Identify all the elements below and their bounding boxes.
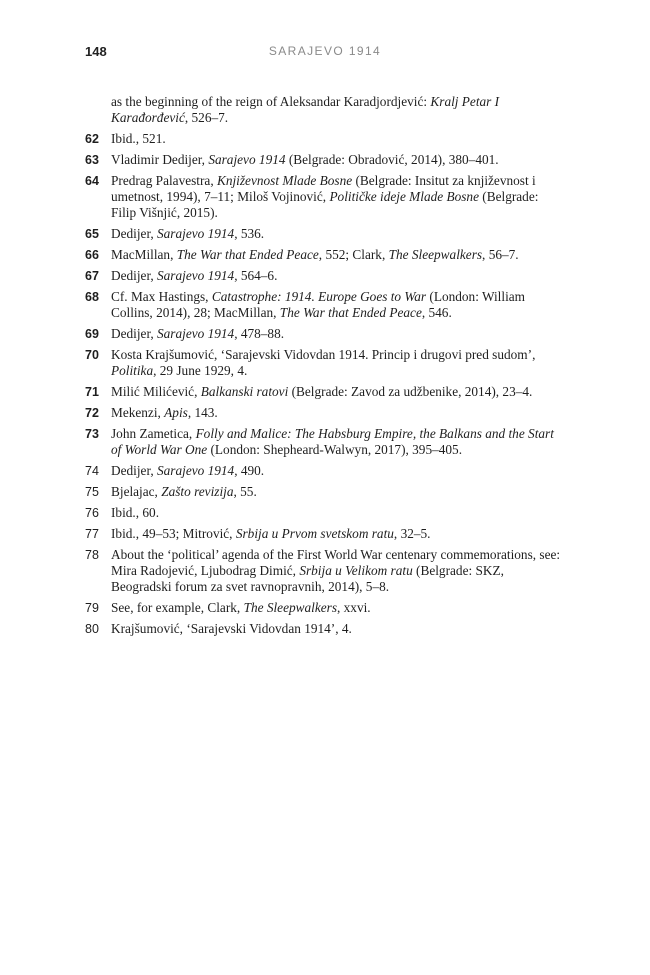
endnote-text xyxy=(111,226,264,241)
running-head: SARAJEVO 1914 xyxy=(268,44,382,58)
endnote xyxy=(85,131,565,147)
endnote-text xyxy=(111,621,352,636)
endnote-text xyxy=(111,347,535,378)
cited-title: Sarajevo 1914 xyxy=(157,268,235,283)
endnote xyxy=(85,526,565,542)
endnote-text-segment: Dedijer, xyxy=(111,226,157,241)
endnote-text xyxy=(111,484,257,499)
endnote-number: 67 xyxy=(85,269,99,283)
cited-title: Srbija u Prvom svetskom ratu xyxy=(235,526,394,541)
endnote-text-segment: Dedijer, xyxy=(111,268,157,283)
endnote xyxy=(85,547,565,595)
cited-title: Političke ideje Mlade Bosne xyxy=(329,189,479,204)
endnote-number: 64 xyxy=(85,174,99,188)
endnote-text xyxy=(111,405,218,420)
cited-title: Balkanski ratovi xyxy=(200,384,289,399)
endnote-text-segment: , 32–5. xyxy=(393,526,431,541)
page-header xyxy=(0,44,650,62)
endnote-number: 65 xyxy=(85,227,99,241)
cited-title: Književnost Mlade Bosne xyxy=(216,173,353,188)
endnote-text-segment: Bjelajac, xyxy=(111,484,162,499)
endnote xyxy=(85,152,565,168)
endnote-text-segment: Mekenzi, xyxy=(111,405,165,420)
cited-title: Apis xyxy=(164,405,188,420)
endnote xyxy=(85,289,565,321)
endnote-text xyxy=(111,463,264,478)
endnote xyxy=(85,484,565,500)
endnote-text-segment: , 490. xyxy=(234,463,265,478)
endnote xyxy=(85,347,565,379)
endnote-number: 74 xyxy=(85,464,99,478)
endnote-text xyxy=(111,94,499,125)
cited-title: Srbija u Velikom ratu xyxy=(299,563,413,578)
endnote xyxy=(85,247,565,263)
endnote xyxy=(85,463,565,479)
endnote-number: 69 xyxy=(85,327,99,341)
endnote-text-segment: Dedijer, xyxy=(111,463,157,478)
endnote-text-segment: Dedijer, xyxy=(111,326,157,341)
endnote xyxy=(85,384,565,400)
endnote-text-segment: , 552; Clark, xyxy=(318,247,389,262)
endnote-text-segment: (Belgrade: Zavod za udžbenike, 2014), 23–4. xyxy=(288,384,533,399)
endnote-number: 75 xyxy=(85,485,99,499)
cited-title: The Sleepwalkers xyxy=(388,247,483,262)
endnote-number: 63 xyxy=(85,153,99,167)
endnote xyxy=(85,600,565,616)
endnote-text-segment: (Belgrade: Insitut za književnost i umetnost, 1994), 7–11; Miloš Vojinović, xyxy=(111,173,536,204)
endnote-number: 78 xyxy=(85,548,99,562)
endnote-number: 71 xyxy=(85,385,99,399)
endnote-text xyxy=(111,600,371,615)
cited-title: Zašto revizija xyxy=(161,484,234,499)
endnote-text-segment: John Zametica, xyxy=(111,426,196,441)
endnote-text xyxy=(111,173,538,220)
endnotes-list xyxy=(85,94,565,642)
endnote xyxy=(85,405,565,421)
endnote-text-segment: Milić Milićević, xyxy=(111,384,201,399)
endnote xyxy=(85,505,565,521)
endnote-text xyxy=(111,526,431,541)
endnote-text-segment: as the beginning of the reign of Aleksandar Karadjordjević: xyxy=(111,94,431,109)
endnote-number: 68 xyxy=(85,290,99,304)
endnote-number: 80 xyxy=(85,622,99,636)
endnote-number: 79 xyxy=(85,601,99,615)
cited-title: The War that Ended Peace xyxy=(279,305,422,320)
endnote-number: 66 xyxy=(85,248,99,262)
endnote-text-segment: , 55. xyxy=(233,484,257,499)
endnote xyxy=(85,268,565,284)
endnote-text-segment: Predrag Palavestra, xyxy=(111,173,217,188)
endnote-text-segment: , 56–7. xyxy=(482,247,519,262)
endnote xyxy=(85,173,565,221)
endnote-text-segment: Kosta Krajšumović, ‘Sarajevski Vidovdan 1914. Princip i drugovi pred sudom’, xyxy=(111,347,536,362)
cited-title: Kralj Petar I Karađorđević xyxy=(111,94,500,125)
endnote-text-segment: (Belgrade: Obradović, 2014), 380–401. xyxy=(285,152,499,167)
endnote xyxy=(85,621,565,637)
cited-title: Sarajevo 1914 xyxy=(208,152,286,167)
endnote-text-segment: Ibid., 521. xyxy=(111,131,166,146)
cited-title: Politika xyxy=(111,363,154,378)
endnote-text-segment: (Belgrade: SKZ, Beogradski forum za svet ravnopravnih, 2014), 5–8. xyxy=(111,563,504,594)
endnote-text-segment: , 478–88. xyxy=(234,326,285,341)
endnote-text xyxy=(111,426,554,457)
endnote-number: 77 xyxy=(85,527,99,541)
endnote xyxy=(85,326,565,342)
endnote-continuation xyxy=(85,94,565,126)
endnote-text-segment: Ibid., 60. xyxy=(111,505,160,520)
endnote-text-segment: MacMillan, xyxy=(111,247,177,262)
cited-title: Sarajevo 1914 xyxy=(157,326,235,341)
cited-title: Sarajevo 1914 xyxy=(157,226,235,241)
endnote-number: 70 xyxy=(85,348,99,362)
page-number: 148 xyxy=(85,44,107,59)
endnote-text-segment: , 564–6. xyxy=(234,268,278,283)
endnote-text-segment: (London: William Collins, 2014), 28; MacMillan, xyxy=(111,289,526,320)
cited-title: Sarajevo 1914 xyxy=(157,463,235,478)
endnote-number: 62 xyxy=(85,132,99,146)
cited-title: Folly and Malice: The Habsburg Empire, the Balkans and the Start of World War One xyxy=(111,426,554,457)
cited-title: The War that Ended Peace xyxy=(176,247,319,262)
endnote-text-segment: (London: Shepheard-Walwyn, 2017), 395–405. xyxy=(207,442,463,457)
endnote-text-segment: Ibid., 49–53; Mitrović, xyxy=(111,526,236,541)
endnote-text xyxy=(111,289,525,320)
endnote-number: 72 xyxy=(85,406,99,420)
endnote xyxy=(85,226,565,242)
endnote-text xyxy=(111,131,166,146)
endnote-text xyxy=(111,326,284,341)
endnote-text-segment: Cf. Max Hastings, xyxy=(111,289,212,304)
endnote-text xyxy=(111,505,159,520)
endnote-text-segment: , xxvi. xyxy=(337,600,371,615)
endnote-text xyxy=(111,547,560,594)
cited-title: Catastrophe: 1914. Europe Goes to War xyxy=(211,289,427,304)
endnote-text xyxy=(111,247,519,262)
cited-title: The Sleepwalkers xyxy=(243,600,337,615)
endnote-number: 73 xyxy=(85,427,99,441)
endnote-text xyxy=(111,268,277,283)
endnote-text-segment: , 29 June 1929, 4. xyxy=(153,363,248,378)
endnote-text-segment: , 536. xyxy=(234,226,265,241)
endnote-text xyxy=(111,152,499,167)
endnote xyxy=(85,426,565,458)
endnote-text xyxy=(111,384,532,399)
endnote-text-segment: About the ‘political’ agenda of the First World War centenary commemorations, see: Mira Radojević, Ljubodrag Dimić, xyxy=(111,547,561,578)
endnote-text-segment: See, for example, Clark, xyxy=(111,600,244,615)
endnote-text-segment: Krajšumović, ‘Sarajevski Vidovdan 1914’, 4. xyxy=(111,621,352,636)
endnote-number: 76 xyxy=(85,506,99,520)
endnote-text-segment: Vladimir Dedijer, xyxy=(111,152,209,167)
endnote-text-segment: , 143. xyxy=(187,405,218,420)
endnote-text-segment: , 526–7. xyxy=(184,110,229,125)
endnote-text-segment: (Belgrade: Filip Višnjić, 2015). xyxy=(111,189,539,220)
endnote-text-segment: , 546. xyxy=(421,305,452,320)
